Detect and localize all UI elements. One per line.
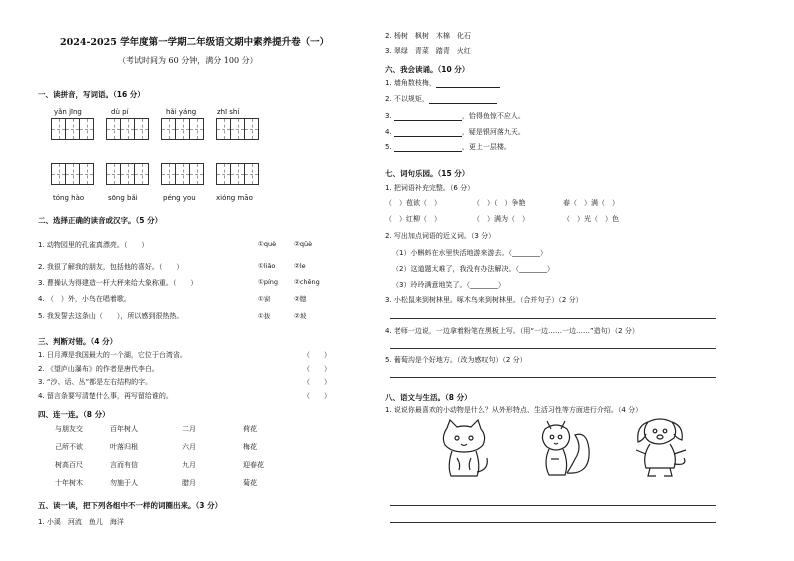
s7-q4-answer-line[interactable] [390, 348, 716, 349]
s2-q3: 3. 曹操认为得建造一杆大秤来给大象称重。（ ） [38, 279, 198, 287]
s4-c1-2[interactable]: 树高百尺 [55, 461, 83, 469]
s6-q3 [385, 111, 525, 121]
s7-q3: 3. 小松鼠来到树林里。啄木鸟来到树林里。（合并句子）（2 分） [385, 296, 583, 304]
s6-q4 [385, 127, 525, 137]
s6-q5-blank[interactable] [394, 151, 462, 152]
section2-heading: 二、选择正确的读音或汉字。（5 分） [38, 216, 163, 225]
s4-c2-0[interactable]: 百年树人 [110, 425, 138, 433]
s5-q1[interactable]: 1. 小溪 河流 鱼儿 海洋 [38, 518, 124, 526]
s7-row1-c[interactable]: 春（ ）满（ ） [563, 199, 619, 207]
s2-q1-a[interactable]: ①què [258, 240, 277, 248]
s2-q3-a[interactable]: ①píng [258, 278, 279, 286]
s5-q3[interactable]: 3. 翠绿 青菜 踏青 火红 [385, 47, 471, 55]
s4-c4-1[interactable]: 梅花 [243, 443, 257, 451]
s8-answer-line-1[interactable] [390, 505, 716, 506]
s2-q1-b[interactable]: ②qüè [294, 240, 313, 248]
s7-row2-c[interactable]: （ ）光（ ）色 [563, 215, 619, 223]
section7-heading: 七、词句乐园。（15 分） [385, 169, 470, 178]
section5-heading: 五、读一读，把下列各组中不一样的词圈出来。（3 分） [38, 501, 223, 510]
section4-heading: 四、连一连。（8 分） [38, 410, 110, 419]
s7-q2-3[interactable]: （3）玲玲满意地笑了。（________） [392, 281, 505, 289]
s8-q1: 1. 说说你最喜欢的小动物是什么？从外形特点、生活习性等方面进行介绍。（4 分） [385, 406, 643, 414]
s6-q1 [385, 78, 500, 88]
s4-c1-0[interactable]: 与朋友交 [55, 425, 83, 433]
s2-q5-a[interactable]: ①抜 [258, 312, 271, 320]
s4-c1-1[interactable]: 己所不欲 [55, 443, 83, 451]
s3-q2: 2. 《望庐山瀑布》的作者是唐代李白。 [38, 365, 159, 373]
pinyin-6: sōng bǎi [108, 194, 138, 202]
s8-answer-line-2[interactable] [390, 522, 716, 523]
pinyin-4: zhī shí [217, 108, 240, 116]
squirrel-illustration [535, 415, 595, 483]
section6-heading: 六、我会读诵。（10 分） [385, 65, 470, 74]
paper-subtitle: （考试时间为 60 分钟，满分 100 分） [118, 56, 258, 65]
s5-q2[interactable]: 2. 杨树 枫树 木棉 化石 [385, 32, 471, 40]
s3-q3-paren[interactable]: （ ） [303, 378, 331, 386]
cat-illustration [435, 418, 493, 482]
s7-q5: 5. 葡萄沟是个好地方。（改为感叹句）（2 分） [385, 356, 527, 364]
s7-q2-1[interactable]: （1）小蝌蚪在水里快活地游来游去。（________） [392, 249, 547, 257]
s2-q2: 2. 我很了解我的朋友，包括他的喜好。（ ） [38, 263, 184, 271]
s7-q5-answer-line[interactable] [390, 377, 716, 378]
s4-c1-3[interactable]: 十年树木 [55, 479, 83, 487]
s4-c2-1[interactable]: 叶落归根 [110, 443, 138, 451]
s2-q4-a[interactable]: ①窗 [258, 295, 271, 303]
s4-c4-0[interactable]: 荷花 [243, 425, 257, 433]
pinyin-8: xióng māo [216, 194, 253, 202]
s4-c2-2[interactable]: 言而有信 [110, 461, 138, 469]
section1-heading: 一、读拼音，写词语。（16 分） [38, 90, 145, 99]
s6-q4-num: 4. [385, 128, 394, 136]
pinyin-7: péng you [163, 194, 196, 202]
s7-q2-2[interactable]: （2）这道题太难了，我没有办法解决。（________） [392, 265, 554, 273]
s6-q5-text: ，更上一层楼。 [461, 143, 511, 151]
s6-q3-num: 3. [385, 112, 394, 120]
section8-heading: 八、语文与生活。（8 分） [385, 393, 472, 402]
s6-q2 [385, 94, 497, 104]
dog-illustration [628, 414, 694, 482]
s6-q4-text: ，疑是银河落九天。 [461, 128, 525, 136]
s7-q4: 4. 老师一边说，一边拿着粉笔在黑板上写。（用“一边……一边……”造句）（2 分） [385, 327, 639, 335]
s2-q2-b[interactable]: ②le [294, 262, 306, 270]
s6-q4-blank[interactable] [394, 136, 462, 137]
s2-q5-b[interactable]: ②坡 [294, 312, 307, 320]
s4-c4-2[interactable]: 迎春花 [243, 461, 264, 469]
s4-c4-3[interactable]: 菊花 [243, 479, 257, 487]
s7-q3-answer-line[interactable] [390, 318, 716, 319]
s6-q1-text: 1. 墙角数枝梅， [385, 79, 436, 87]
s2-q4-b[interactable]: ②牕 [294, 295, 307, 303]
s7-row1-a[interactable]: （ ）苞欲（ ） [385, 199, 441, 207]
paper-title: 2024-2025 学年度第一学期二年级语文期中素养提升卷（一） [60, 37, 330, 48]
s6-q1-blank[interactable] [436, 87, 500, 88]
pinyin-2: dù pí [111, 108, 129, 116]
s7-row1-b[interactable]: （ ）（ ）争艳 [473, 199, 526, 207]
s4-c3-1[interactable]: 六月 [182, 443, 196, 451]
pinyin-5: tóng hào [53, 194, 85, 202]
s2-q4: 4. （ ）外，小鸟在唱着歌。 [38, 295, 131, 303]
s6-q2-text: 2. 不以规矩， [385, 95, 429, 103]
s6-q5 [385, 142, 511, 152]
s2-q3-b[interactable]: ②chēng [294, 278, 320, 286]
section3-heading: 三、判断对错。（4 分） [38, 337, 118, 346]
pinyin-1: yǎn jīng [54, 108, 82, 116]
s3-q4-paren[interactable]: （ ） [303, 392, 331, 400]
s6-q3-text: ，恰得鱼惊不应人。 [461, 112, 525, 120]
pinyin-3: hǎi yáng [166, 108, 197, 116]
s6-q5-num: 5. [385, 143, 394, 151]
s2-q2-a[interactable]: ①liǎo [258, 262, 276, 270]
s3-q4: 4. 留言条要写清楚什么事，再写留给谁的。 [38, 392, 173, 400]
s3-q3: 3. “沙、话、丛”都是左右结构的字。 [38, 378, 153, 386]
s4-c2-3[interactable]: 勿施于人 [110, 479, 138, 487]
s7-row2-b[interactable]: （ ）满为（ ） [473, 215, 529, 223]
s7-q2: 2. 写出加点词语的近义词。（3 分） [385, 232, 496, 240]
s2-q5: 5. 我发誓去这条山（ ），所以感到很热热。 [38, 312, 184, 320]
s7-q1: 1. 把词语补充完整。（6 分） [385, 184, 475, 192]
s6-q3-blank[interactable] [394, 120, 462, 121]
s3-q1-paren[interactable]: （ ） [303, 351, 331, 359]
s2-q1: 1. 动物园里的孔雀真漂亮。（ ） [38, 241, 149, 249]
s3-q2-paren[interactable]: （ ） [303, 365, 331, 373]
s4-c3-0[interactable]: 二月 [182, 425, 196, 433]
s6-q2-blank[interactable] [429, 103, 497, 104]
s4-c3-2[interactable]: 九月 [182, 461, 196, 469]
s7-row2-a[interactable]: （ ）红柳（ ） [385, 215, 441, 223]
s4-c3-3[interactable]: 腊月 [182, 479, 196, 487]
s3-q1: 1. 日月潭是我国最大的一个湖，它位于台湾省。 [38, 351, 187, 359]
